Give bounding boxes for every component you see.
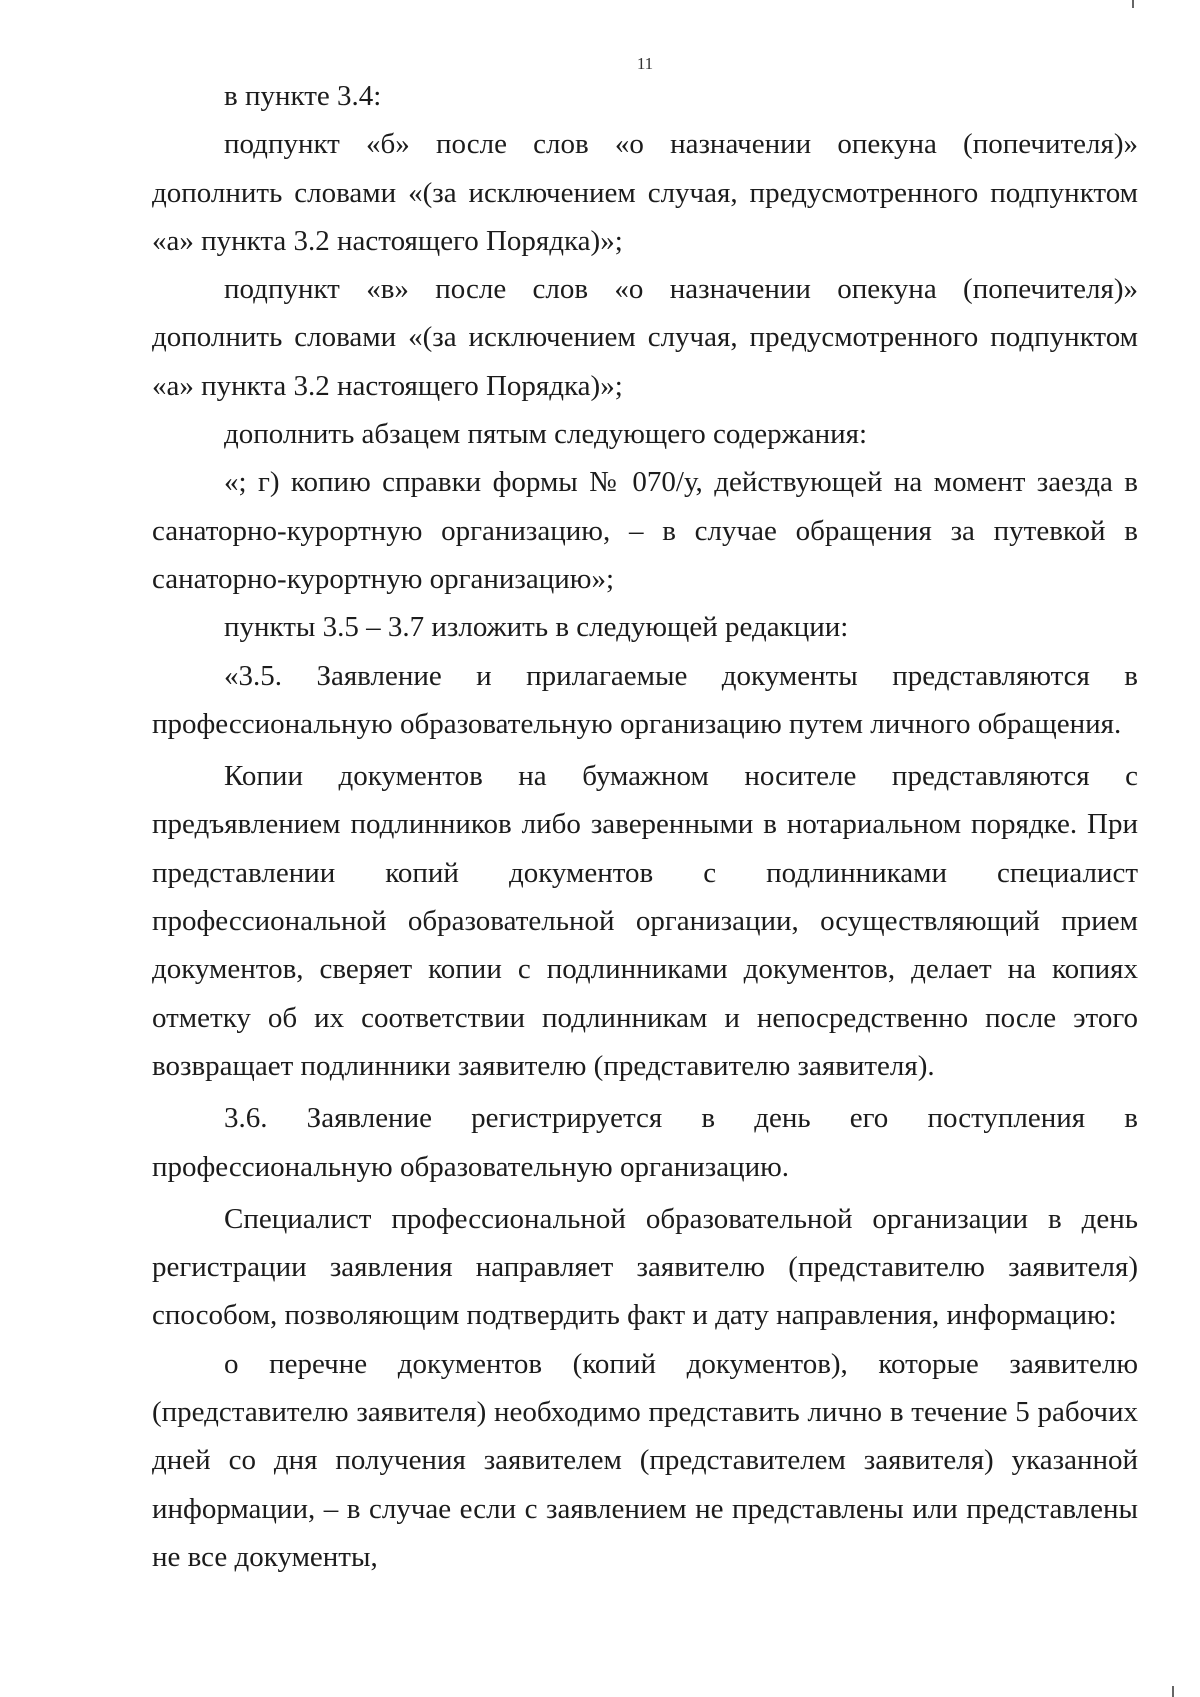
paragraph-item-3-4: в пункте 3.4: xyxy=(224,80,382,112)
scan-mark-top-right xyxy=(1132,0,1134,8)
paragraph-3-6: 3.6. Заявление регистрируется в день его поступления в профессиональную образовательную организацию. xyxy=(152,1102,1138,1183)
paragraph-3-5: «3.5. Заявление и прилагаемые документы представляются в профессиональную образовательную организацию путем личного обращения. xyxy=(152,659,1138,740)
document-body xyxy=(152,72,1138,1581)
paragraph-specialist: Специалист профессиональной образовательной организации в день регистрации заявления направляет заявителю (представителю заявителя) способом, позволяющим подтвердить факт и дату направления, информацию: xyxy=(152,1202,1138,1332)
paragraph-points-3-5-3-7: пункты 3.5 – 3.7 изложить в следующей редакции: xyxy=(224,611,849,644)
page-number: 11 xyxy=(636,54,654,73)
scan-mark-bottom-right xyxy=(1172,1686,1174,1697)
paragraph-subpoint-b: подпункт «б» после слов «о назначении опекуна (попечителя)» дополнить словами «(за исключением случая, предусмотренного подпунктом «а» пункта 3.2 настоящего Порядка)»; xyxy=(152,128,1138,257)
paragraph-subpoint-g: «; г) копию справки формы № 070/у, действующей на момент заезда в санаторно-курортную организацию, – в случае обращения за путевкой в санаторно-курортную организацию»; xyxy=(152,466,1138,595)
paragraph-add-fifth: дополнить абзацем пятым следующего содержания: xyxy=(224,418,867,451)
paragraph-documents-list: о перечне документов (копий документов), которые заявителю (представителю заявителя) необходимо представить лично в течение 5 рабочих дней со дня получения заявителем (представителем заявителя) указанной информации, – в случае если с заявлением не представлены или представлены не все документы, xyxy=(152,1347,1138,1573)
paragraph-subpoint-v: подпункт «в» после слов «о назначении опекуна (попечителя)» дополнить словами «(за исключением случая, предусмотренного подпунктом «а» пункта 3.2 настоящего Порядка)»; xyxy=(152,273,1138,402)
paragraph-copies: Копии документов на бумажном носителе представляются с предъявлением подлинников либо заверенными в нотариальном порядке. При представлении копий документов с подлинниками специалист профессиональной образовательной организации, осуществляющий прием документов, сверяет копии с подлинниками документов, делает на копиях отметку об их соответствии подлинникам и непосредственно после этого возвращает подлинники заявителю (представителю заявителя). xyxy=(152,760,1138,1082)
